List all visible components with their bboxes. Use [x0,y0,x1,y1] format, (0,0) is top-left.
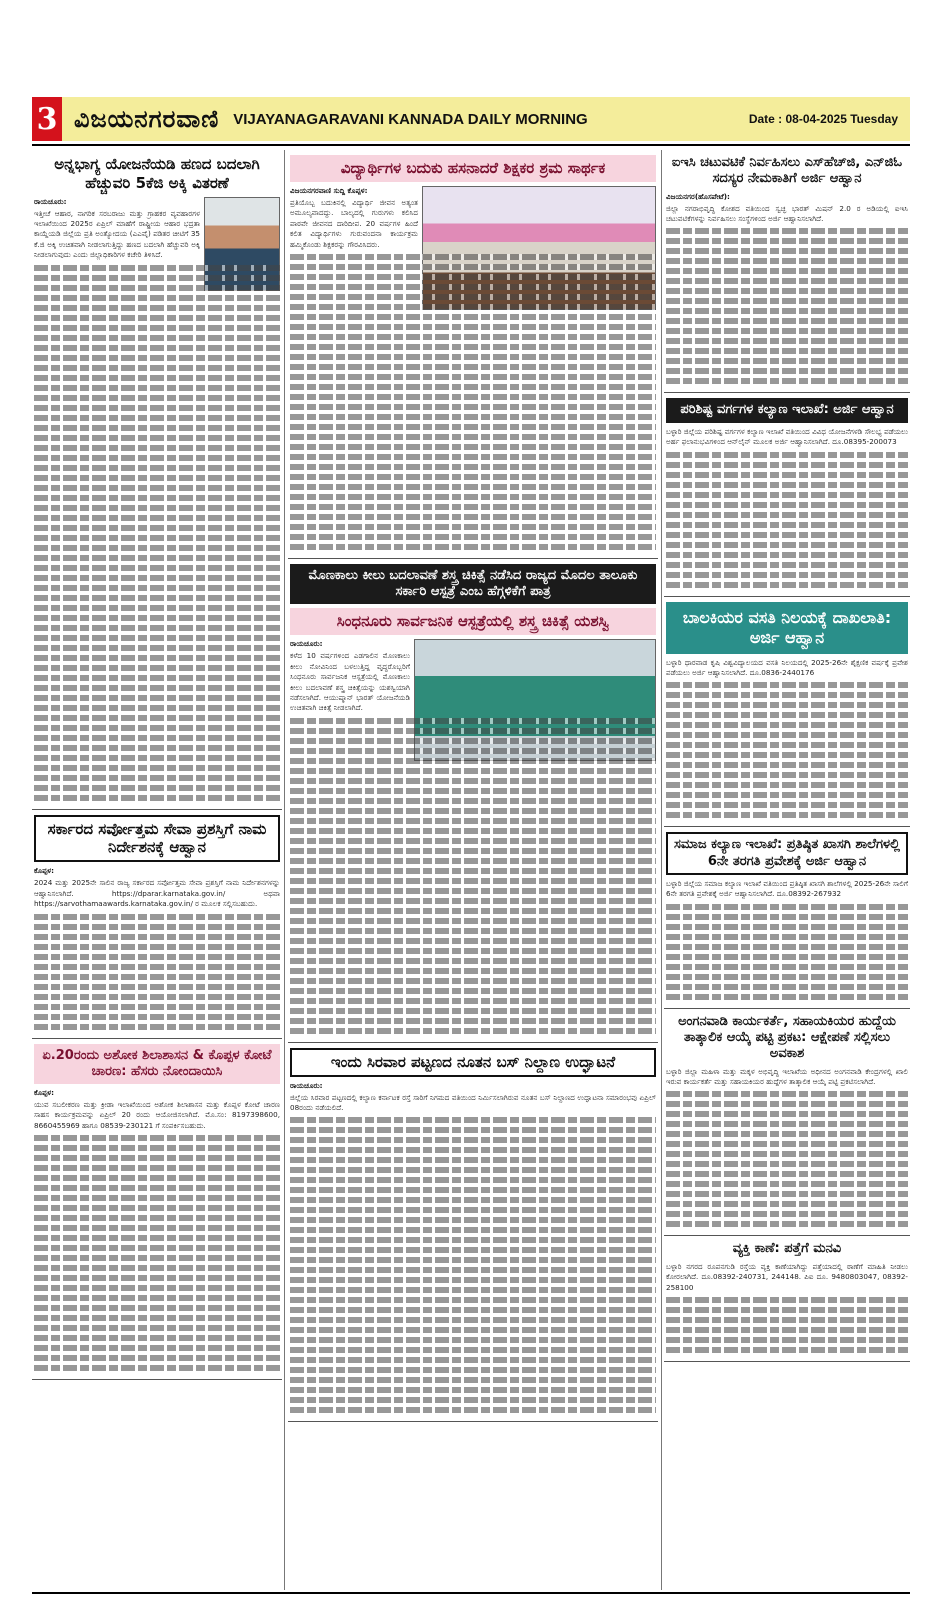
text-lines [666,904,908,1000]
headline-anganwadi: ಅಂಗನವಾಡಿ ಕಾರ್ಯಕರ್ತೆ, ಸಹಾಯಕಿಯರ ಹುದ್ದೆಯ ತಾತ್ಕಾಲಿಕ ಆಯ್ಕೆ ಪಟ್ಟಿ ಪ್ರಕಟ: ಆಕ್ಷೇಪಣೆ ಸಲ್ಲಿಸಲು ಅವಕಾಶ [678,1013,896,1062]
article-school-admission [664,827,910,1008]
issue-date: Date : 08-04-2025 Tuesday [748,112,898,126]
ceremony-photo [422,186,656,310]
headline-missing-person: ವ್ಯಕ್ತಿ ಕಾಣೆ: ಪತ್ತೆಗೆ ಮನವಿ [732,1241,842,1257]
body-sarvottama-award: 2024 ಮತ್ತು 2025ನೇ ಸಾಲಿನ ರಾಜ್ಯ ಸರ್ಕಾರದ ಸರ್ವೋತ್ತಮ ಸೇವಾ ಪ್ರಶಸ್ತಿಗೆ ನಾಮ ನಿರ್ದೇಶನಗಳನ್ನು ಆಹ್ವಾನಿಸಲಾಗಿದೆ. https://dparar.karnataka.gov.in/ ಅಥವಾ https://sarvothamaawards.karnataka.gov.in/ ರ ಮೂಲಕ ಸಲ್ಲಿಸಬಹುದು. [34,878,280,909]
subhead-knee-surgery: ಸಿಂಧನೂರು ಸಾರ್ವಜನಿಕ ಆಸ್ಪತ್ರೆಯಲ್ಲಿ ಶಸ್ತ್ರ ಚಿಕಿತ್ಸೆ ಯಶಸ್ವಿ [290,608,656,635]
body-school-admission: ಬಳ್ಳಾರಿ ಜಿಲ್ಲೆಯ ಸಮಾಜ ಕಲ್ಯಾಣ ಇಲಾಖೆ ವತಿಯಿಂದ ಪ್ರತಿಷ್ಠಿತ ಖಾಸಗಿ ಶಾಲೆಗಳಲ್ಲಿ 2025-26ನೇ ಸಾಲಿಗೆ 6ನೇ ತರಗತಿ ಪ್ರವೇಶಕ್ಕೆ ಅರ್ಜಿ ಆಹ್ವಾನಿಸಲಾಗಿದೆ. ದೂ.08392-267932 [666,878,908,899]
body-ashoka-trek: ಯುವ ಸಬಲೀಕರಣ ಮತ್ತು ಕ್ರೀಡಾ ಇಲಾಖೆಯಿಂದ ಅಶೋಕ ಶಿಲಾಶಾಸನ ಮತ್ತು ಕೊಪ್ಪಳ ಕೋಟೆ ಚಾರಣ ಸಾಹಸ ಕಾರ್ಯಕ್ರಮವನ್ನು ಏಪ್ರಿಲ್ 20 ರಂದು ಆಯೋಜಿಸಲಾಗಿದೆ. ಮೊ.ಸಂ: 8197398600, 8660455969 ಹಾಗೂ 08539-230121 ಗೆ ಸಂಪರ್ಕಿಸಬಹುದು. [34,1100,280,1130]
text-lines [666,1091,908,1227]
byline-ashoka-trek: ಕೊಪ್ಪಳ: [34,1088,55,1097]
bottom-rule [32,1592,910,1594]
article-girls-hostel [664,597,910,828]
text-lines [290,1117,656,1413]
masthead [32,97,910,141]
text-lines [666,228,908,384]
body-annabhagya: ಇತ್ತೀಚೆ ಆಹಾರ, ನಾಗರಿಕ ಸರಬರಾಜು ಮತ್ತು ಗ್ರಾಹಕರ ವ್ಯವಹಾರಗಳ ಇಲಾಖೆಯಿಂದ 2025ರ ಏಪ್ರಿಲ್ ಮಾಹೆಗೆ ರಾಷ್ಟ್ರೀಯ ಆಹಾರ ಭದ್ರತಾ ಕಾಯ್ದೆಯಡಿ ಜಿಲ್ಲೆಯ ಪ್ರತಿ ಅಂತ್ಯೋದಯ (ಎಎವೈ) ಪಡಿತರ ಚೀಟಿಗೆ 35 ಕೆ.ಜಿ ಅಕ್ಕಿ ಉಚಿತವಾಗಿ ನೀಡಲಾಗುತ್ತಿದ್ದು ಹಣದ ಬದಲಾಗಿ ಹೆಚ್ಚುವರಿ ಅಕ್ಕಿ ನೀಡಲಾಗುವುದು ಎಂದು ಜಿಲ್ಲಾಧಿಕಾರಿಗಳ ಕಚೇರಿ ತಿಳಿಸಿದೆ. [34,208,200,260]
text-lines [34,914,280,1030]
article-annabhagya [32,150,282,810]
headline-bus-stand: ಇಂದು ಸಿರವಾರ ಪಟ್ಟಣದ ನೂತನ ಬಸ್ ನಿಲ್ದಾಣ ಉದ್ಘಾಟನೆ [290,1048,656,1077]
byline-teachers: ವಿಜಯನಗರವಾಣಿ ಸುದ್ದಿ ಕೊಪ್ಪಳ: [290,185,368,195]
column-right [664,150,910,1590]
article-iec-ngo [664,150,910,393]
column-left [32,150,282,1590]
headline-teachers: ವಿದ್ಯಾರ್ಥಿಗಳ ಬದುಕು ಹಸನಾದರೆ ಶಿಕ್ಷಕರ ಶ್ರಮ ಸಾರ್ಥಕ [290,155,656,182]
article-teachers [288,150,658,559]
column-center [288,150,658,1590]
page-number: 3 [32,97,62,141]
headline-annabhagya: ಅನ್ನಭಾಗ್ಯ ಯೋಜನೆಯಡಿ ಹಣದ ಬದಲಾಗಿ ಹೆಚ್ಚುವರಿ 5ಕೆಜಿ ಅಕ್ಕಿ ವಿತರಣೆ [54,155,260,192]
article-ashoka-trek [32,1039,282,1381]
headline-iec-ngo: ಐಇಸಿ ಚಟುವಟಿಕೆ ನಿರ್ವಹಿಸಲು ಎಸ್‌ಹೆಚ್‌ಜಿ, ಎನ್‌ಜಿಓ ಸದಸ್ಯರ ನೇಮಕಾತಿಗೆ ಅರ್ಜಿ ಆಹ್ವಾನ [671,155,903,187]
headline-girls-hostel: ಬಾಲಕಿಯರ ವಸತಿ ನಿಲಯಕ್ಕೆ ದಾಖಲಾತಿ: ಅರ್ಜಿ ಆಹ್ವಾನ [666,602,908,654]
body-st-welfare: ಬಳ್ಳಾರಿ ಜಿಲ್ಲೆಯ ಪರಿಶಿಷ್ಟ ವರ್ಗಗಳ ಕಲ್ಯಾಣ ಇಲಾಖೆ ವತಿಯಿಂದ ವಿವಿಧ ಯೋಜನೆಗಳಡಿ ಸೌಲಭ್ಯ ಪಡೆಯಲು ಅರ್ಹ ಫಲಾನುಭವಿಗಳಿಂದ ಆನ್‌ಲೈನ್ ಮೂಲಕ ಅರ್ಜಿ ಆಹ್ವಾನಿಸಲಾಗಿದೆ. ದೂ.08395-200073 [666,426,908,447]
text-lines [34,265,280,801]
headline-sarvottama-award: ಸರ್ಕಾರದ ಸರ್ವೋತ್ತಮ ಸೇವಾ ಪ್ರಶಸ್ತಿಗೆ ನಾಮ ನಿರ್ದೇಶನಕ್ಕೆ ಆಹ್ವಾನ [34,815,280,863]
body-teachers: ಪ್ರತಿಯೊಬ್ಬ ಬದುಕಿನಲ್ಲಿ ವಿದ್ಯಾರ್ಥಿ ಜೀವನ ಅತ್ಯಂತ ಅಮೂಲ್ಯವಾದದ್ದು. ಬಾಲ್ಯದಲ್ಲಿ ಗುರುಗಳು ಕಲಿಸಿದ ಪಾಠವೇ ಜೀವನದ ದಾರಿದೀಪ. 20 ವರ್ಷಗಳ ಹಿಂದೆ ಕಲಿತ ವಿದ್ಯಾರ್ಥಿಗಳು ಗುರುವಂದನಾ ಕಾರ್ಯಕ್ರಮ ಹಮ್ಮಿಕೊಂಡು ಶಿಕ್ಷಕರನ್ನು ಗೌರವಿಸಿದರು. [290,197,418,249]
text-lines [290,254,656,550]
byline-iec-ngo: ವಿಜಯನಗರ(ಹೊಸಪೇಟೆ): [666,191,730,201]
column-divider [284,150,285,1590]
text-lines [666,452,908,588]
logo-english: VIJAYANAGARAVANI KANNADA DAILY MORNING [233,110,588,128]
article-missing-person [664,1236,910,1362]
article-bus-stand [288,1043,658,1423]
article-st-welfare [664,393,910,596]
headline-st-welfare: ಪರಿಶಿಷ್ಟ ವರ್ಗಗಳ ಕಲ್ಯಾಣ ಇಲಾಖೆ: ಅರ್ಜಿ ಆಹ್ವಾನ [666,398,908,422]
headline-ashoka-trek: ಏ.20ರಂದು ಅಶೋಕ ಶಿಲಾಶಾಸನ & ಕೊಪ್ಪಳ ಕೋಟೆ ಚಾರಣ: ಹೆಸರು ನೋಂದಾಯಿಸಿ [34,1044,280,1085]
article-knee-surgery [288,559,658,1043]
text-lines [666,1297,908,1353]
byline-knee-surgery: ರಾಯಚೂರು: [290,639,323,649]
byline-bus-stand: ರಾಯಚೂರು: [290,1080,323,1090]
headline-school-admission: ಸಮಾಜ ಕಲ್ಯಾಣ ಇಲಾಖೆ: ಪ್ರತಿಷ್ಠಿತ ಖಾಸಗಿ ಶಾಲೆಗಳಲ್ಲಿ 6ನೇ ತರಗತಿ ಪ್ರವೇಶಕ್ಕೆ ಅರ್ಜಿ ಆಹ್ವಾನ [666,832,908,875]
text-lines [666,682,908,818]
byline-sarvottama-award: ಕೊಪ್ಪಳ: [34,866,55,876]
article-anganwadi [664,1009,910,1237]
text-lines [290,718,656,1034]
article-sarvottama-award [32,810,282,1039]
body-iec-ngo: ಜಿಲ್ಲಾ ನಗರಾಭಿವೃದ್ಧಿ ಕೋಶದ ವತಿಯಿಂದ ಸ್ವಚ್ಛ ಭಾರತ್ ಮಿಷನ್ 2.0 ರ ಅಡಿಯಲ್ಲಿ ಐಇಸಿ ಚಟುವಟಿಕೆಗಳನ್ನು ನಿರ್ವಹಿಸಲು ಸಂಸ್ಥೆಗಳಿಂದ ಅರ್ಜಿ ಆಹ್ವಾನಿಸಲಾಗಿದೆ. [666,203,908,223]
headline-knee-surgery: ಮೊಣಕಾಲು ಕೀಲು ಬದಲಾವಣೆ ಶಸ್ತ್ರ ಚಿಕಿತ್ಸೆ ನಡೆಸಿದ ರಾಜ್ಯದ ಮೊದಲ ತಾಲೂಕು ಸರ್ಕಾರಿ ಆಸ್ಪತ್ರೆ ಎಂಬ ಹೆಗ್ಗಳಿಕೆಗೆ ಪಾತ್ರ [290,564,656,605]
column-divider [661,150,662,1590]
logo-kannada: ವಿಜಯನಗರವಾಣಿ [74,105,220,133]
byline-annabhagya: ರಾಯಚೂರು: [34,196,67,206]
body-bus-stand: ಜಿಲ್ಲೆಯ ಸಿರವಾರ ಪಟ್ಟಣದಲ್ಲಿ ಕಲ್ಯಾಣ ಕರ್ನಾಟಕ ರಸ್ತೆ ಸಾರಿಗೆ ನಿಗಮದ ವತಿಯಿಂದ ನಿರ್ಮಿಸಲಾಗಿರುವ ನೂತನ ಬಸ್ ನಿಲ್ದಾಣದ ಉದ್ಘಾಟನಾ ಸಮಾರಂಭವು ಏಪ್ರಿಲ್ 08ರಂದು ನಡೆಯಲಿದೆ. [290,1092,656,1112]
body-knee-surgery: ಕಳೆದ 10 ವರ್ಷಗಳಿಂದ ಎಡಗಾಲಿನ ಮೊಣಕಾಲು ಕೀಲು ನೋವಿನಿಂದ ಬಳಲುತ್ತಿದ್ದ ವೃದ್ಧರೊಬ್ಬರಿಗೆ ಸಿಂಧನೂರು ಸಾರ್ವಜನಿಕ ಆಸ್ಪತ್ರೆಯಲ್ಲಿ ಮೊಣಕಾಲು ಕೀಲು ಬದಲಾವಣೆ ಶಸ್ತ್ರ ಚಿಕಿತ್ಸೆಯನ್ನು ಯಶಸ್ವಿಯಾಗಿ ನಡೆಸಲಾಗಿದೆ. ಆಯುಷ್ಮಾನ್ ಭಾರತ್ ಯೋಜನೆಯಡಿ ಉಚಿತವಾಗಿ ಚಿಕಿತ್ಸೆ ನೀಡಲಾಗಿದೆ. [290,651,410,713]
body-missing-person: ಬಳ್ಳಾರಿ ನಗರದ ರೂಪನಗುಡಿ ರಸ್ತೆಯ ವ್ಯಕ್ತಿ ಕಾಣೆಯಾಗಿದ್ದು ಪತ್ತೆಯಾದಲ್ಲಿ ಠಾಣೆಗೆ ಮಾಹಿತಿ ನೀಡಲು ಕೋರಲಾಗಿದೆ. ದೂ.08392-240731, 244148. ಪಿಐ ದೂ. 9480803047, 08392-258100 [666,1261,908,1292]
body-girls-hostel: ಬಳ್ಳಾರಿ ಧಾರವಾಡ ಕೃಷಿ ವಿಶ್ವವಿದ್ಯಾಲಯದ ವಸತಿ ನಿಲಯದಲ್ಲಿ 2025-26ನೇ ಶೈಕ್ಷಣಿಕ ವರ್ಷಕ್ಕೆ ಪ್ರವೇಶ ಪಡೆಯಲು ಅರ್ಜಿ ಆಹ್ವಾನಿಸಲಾಗಿದೆ. ದೂ.0836-2440176 [666,657,908,677]
body-anganwadi: ಬಳ್ಳಾರಿ ಜಿಲ್ಲಾ ಮಹಿಳಾ ಮತ್ತು ಮಕ್ಕಳ ಅಭಿವೃದ್ಧಿ ಇಲಾಖೆಯ ಅಧೀನದ ಅಂಗನವಾಡಿ ಕೇಂದ್ರಗಳಲ್ಲಿ ಖಾಲಿ ಇರುವ ಕಾರ್ಯಕರ್ತೆ ಮತ್ತು ಸಹಾಯಕಿಯರ ಹುದ್ದೆಗಳ ತಾತ್ಕಾಲಿಕ ಆಯ್ಕೆ ಪಟ್ಟಿ ಪ್ರಕಟಿಸಲಾಗಿದೆ. [666,1066,908,1086]
top-rule [32,144,910,146]
text-lines [34,1135,280,1371]
